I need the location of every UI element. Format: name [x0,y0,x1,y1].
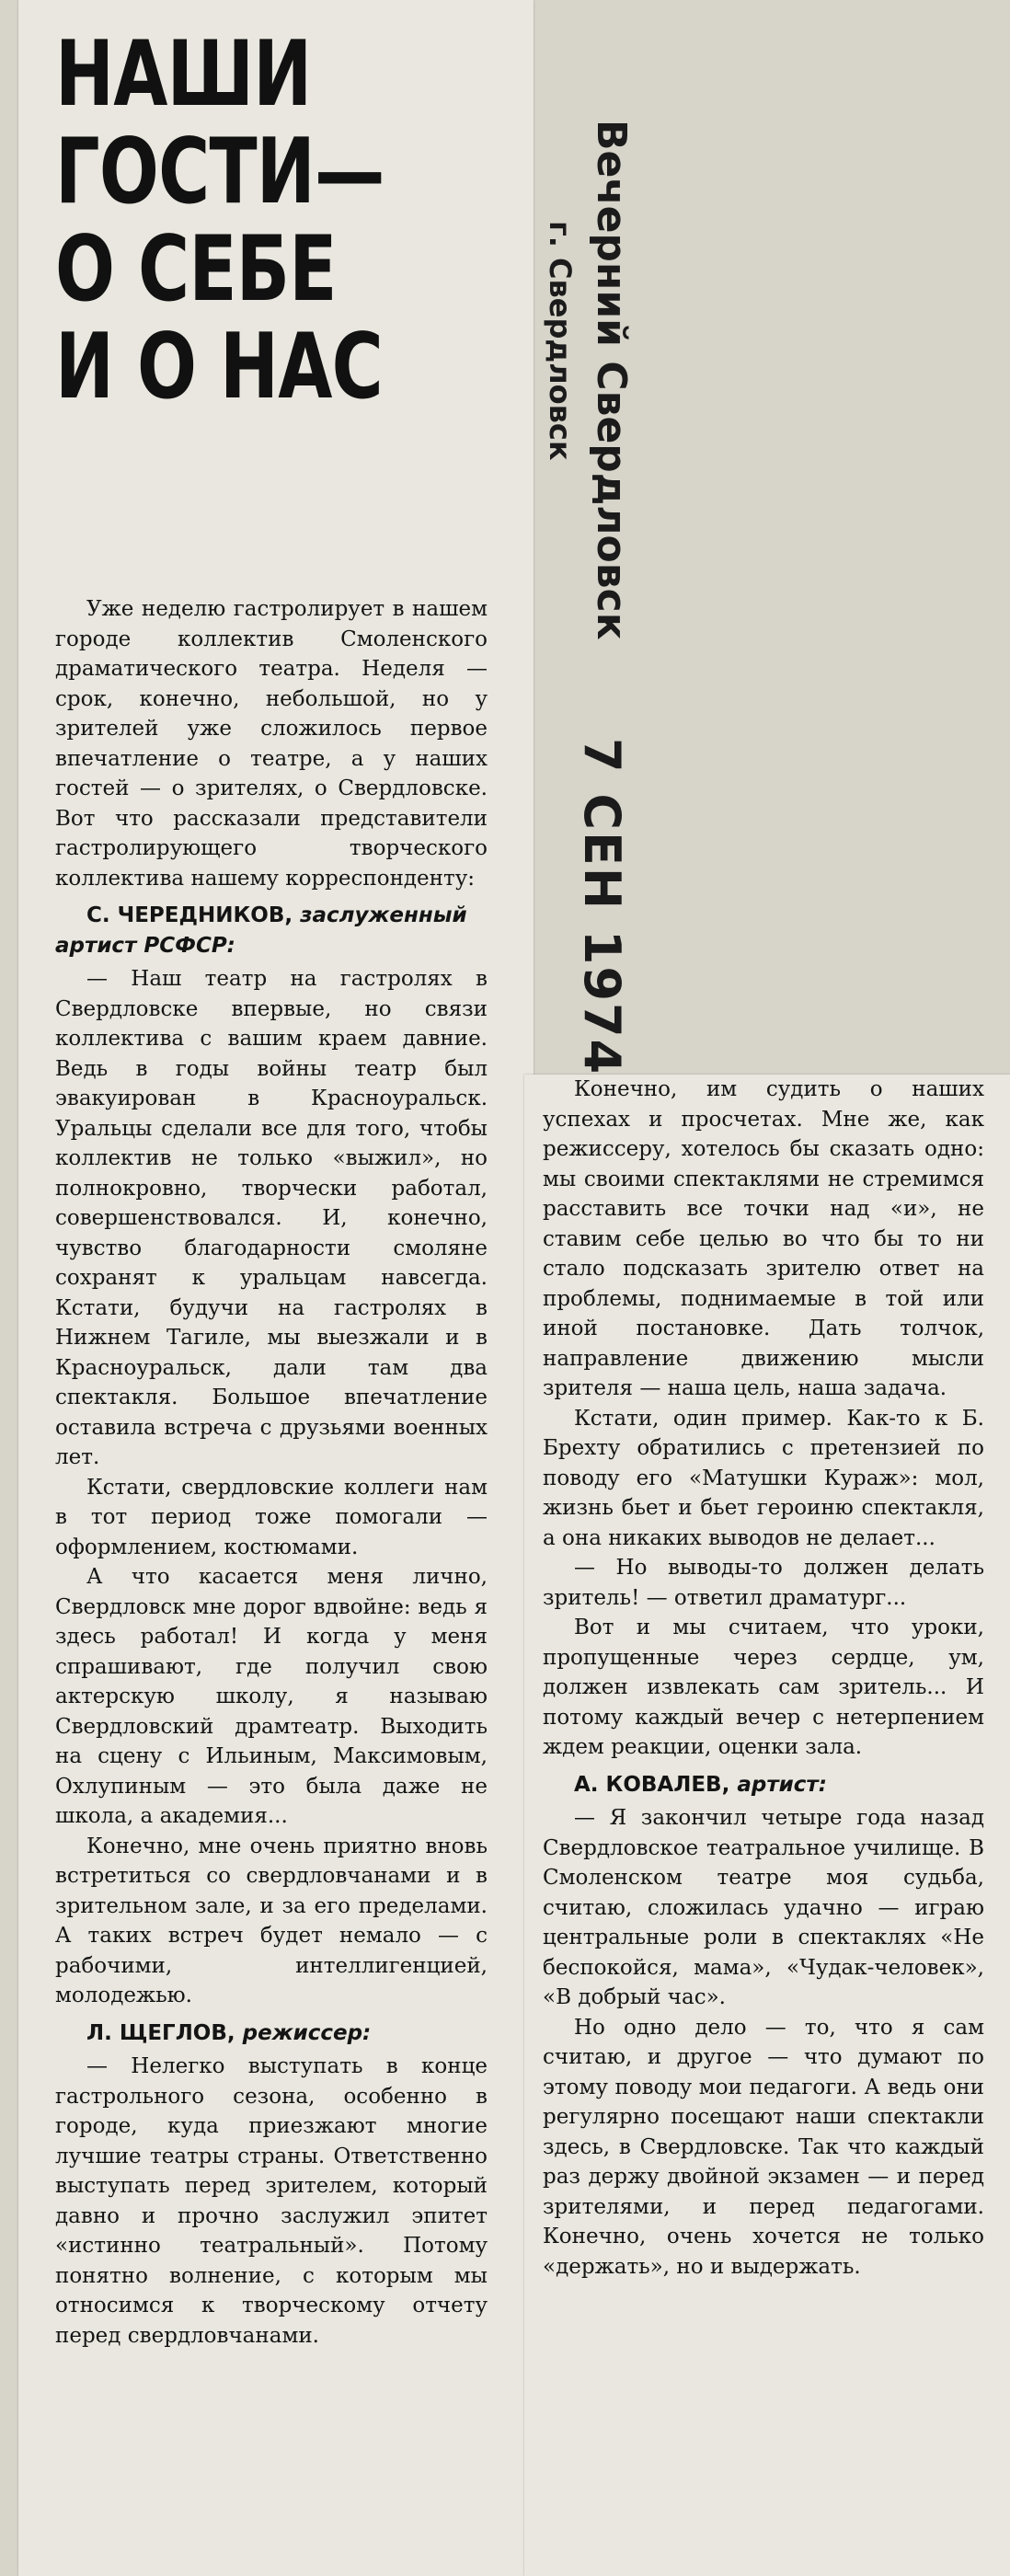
paragraph: А что касается меня лично, Свердловск мне дорог вдвойне: ведь я здесь работал! И когда у меня спрашивают, где получил свою актерскую школу, я называю Свердловский драмтеатр. Выходить на сцену с Ильиным, Максимовым, Охлупиным — это была даже не школа, а академия... [55,1565,488,1828]
headline-line-3: О СЕБЕ [55,217,337,322]
paragraph: — Наш театр на гастролях в Свердловске впервые, но связи коллектива с вашим краем давние. Ведь в годы войны театр был эвакуирован в Красноуральск. Уральцы сделали все для того, чтобы коллектив не только «выжил», но полнокровно, творчески работал, совершенствовался. И, конечно, чувство благодарности смоляне сохранят к уральцам навсегда. Кстати, будучи на гастролях в Нижнем Тагиле, мы выезжали и в Красноуральск, дали там два спектакля. Большое впечатление оставила встреча с друзьями военных лет. [55,967,488,1469]
paragraph: — Я закончил четыре года назад Свердловское театральное училище. В Смоленском театре моя судьба, считаю, сложилась удачно — играю центральные роли в спектаклях «Не беспокойся, мама», «Чудак-человек», «В добрый час». [543,1806,984,2009]
stamp-date: 7 СЕН 1974 [573,738,631,1076]
headline-line-4: И О НАС [55,315,383,420]
lead-paragraph: Уже неделю гастролирует в нашем городе коллектив Смоленского драматического театра. Неделя — срок, конечно, небольшой, но у зрителей уже сложилось первое впечатление о театре, а у наших гостей — о зрителях, о Свердловске. Вот что рассказали представители гастролирующего творческого коллектива нашему корреспонденту: [55,597,488,891]
speaker-role: режиссер: [242,2020,372,2045]
article-column-left [55,594,488,2351]
stamp-city: г. Свердловск [543,221,578,461]
headline-line-2: ГОСТИ— [55,120,384,224]
speaker-heading [55,2018,488,2049]
headline [55,22,385,420]
speaker-heading [543,1770,984,1800]
paragraph: Кстати, свердловские коллеги нам в тот период тоже помогали — оформлением, костюмами. [55,1475,488,1559]
speaker-name: С. ЧЕРЕДНИКОВ, [86,903,293,927]
speaker-heading [55,901,488,960]
speaker-role: артист: [737,1772,827,1797]
headline-line-1: НАШИ [55,22,312,127]
paragraph: Вот и мы считаем, что уроки, пропущенные через сердце, ум, должен извлекать сам зритель... И потому каждый вечер с нетерпением ждем реакции, оценки зала. [543,1616,984,1759]
speaker-role: заслуженный артист РСФСР: [55,903,467,958]
paragraph: Конечно, им судить о наших успехах и просчетах. Мне же, как режиссеру, хотелось бы сказать одно: мы своими спектаклями не стремимся расставить все точки над «и», не ставим себе целью во что бы то ни стало подсказать зрителю ответ на проблемы, поднимаемые в той или иной постановке. Дать толчок, направление движению мысли зрителя — наша цель, наша задача. [543,1077,984,1400]
paragraph: Конечно, мне очень приятно вновь встретиться со свердловчанами и в зрительном зале, и за его пределами. А таких встреч будет немало — с рабочими, интеллигенцией, молодежью. [55,1834,488,2007]
speaker-name: А. КОВАЛЕВ, [574,1772,730,1797]
paragraph: Кстати, один пример. Как-то к Б. Брехту обратились с претензией по поводу его «Матушки Кураж»: мол, жизнь бьет и бьет героиню спектакля, а она никаких выводов не делает... [543,1406,984,1550]
paragraph: Но одно дело — то, что я сам считаю, и другое — что думают по этому поводу мои педагоги. А ведь они регулярно посещают наши спектакли здесь, в Свердловске. Так что каждый раз держу двойной экзамен — и перед зрителями, и перед педагогами. Конечно, очень хочется не только «держать», но и выдержать. [543,2015,984,2279]
article-column-right [543,1075,984,2282]
speaker-name: Л. ЩЕГЛОВ, [86,2020,235,2045]
paragraph: — Нелегко выступать в конце гастрольного сезона, особенно в городе, куда приезжают многие лучшие театры страны. Ответственно выступать перед зрителем, который давно и прочно заслужил эпитет «истинно театральный». Потому понятно волнение, с которым мы относимся к творческому отчету перед свердловчанами. [55,2054,488,2348]
paragraph: — Но выводы-то должен делать зритель! — ответил драматург... [543,1556,984,1610]
stamp-newspaper: Вечерний Свердловск [588,120,635,640]
